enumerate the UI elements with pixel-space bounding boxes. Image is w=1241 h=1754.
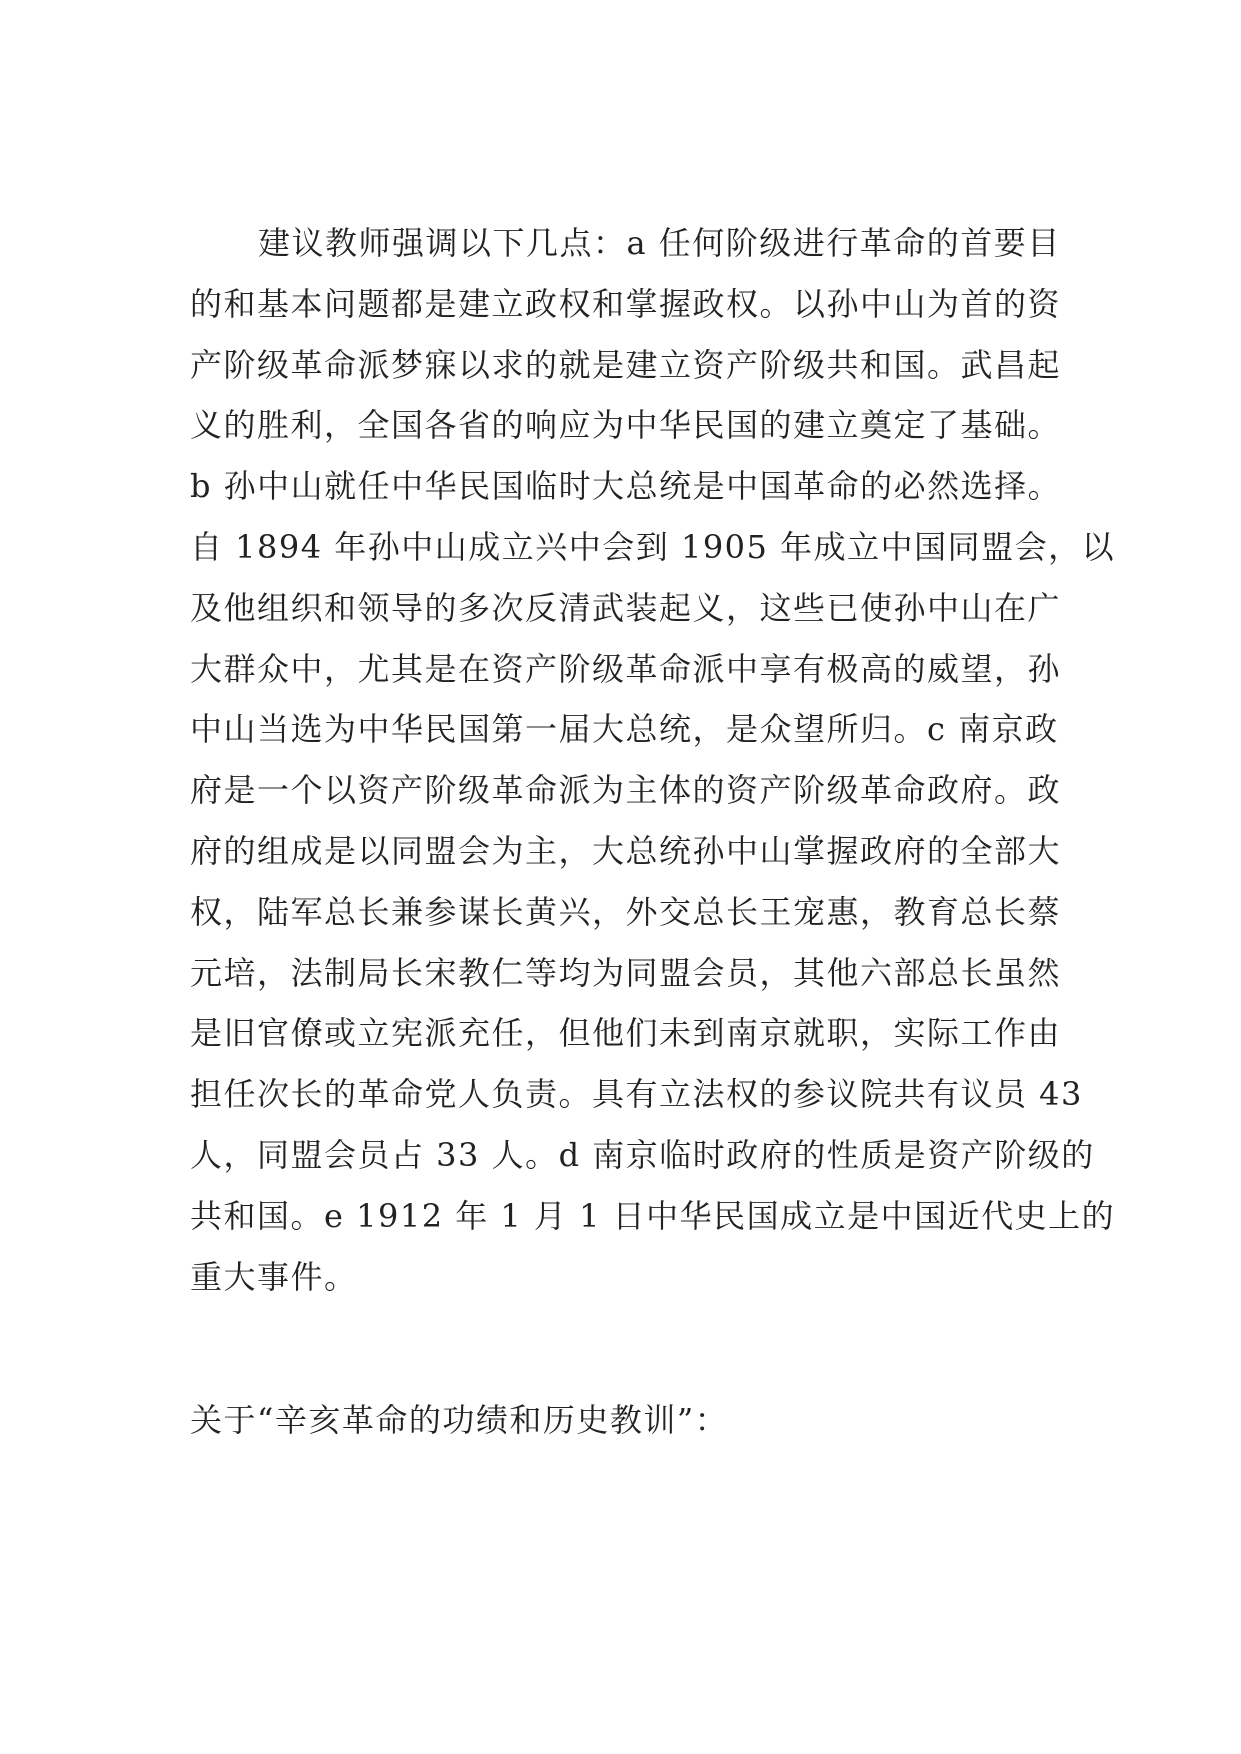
paragraph-line: 的和基本问题都是建立政权和掌握政权。以孙中山为首的资 — [190, 284, 1062, 323]
section-heading: 关于“辛亥革命的功绩和历史教训”： — [190, 1401, 729, 1439]
paragraph-line: b 孙中山就任中华民国临时大总统是中国革命的必然选择。 — [190, 467, 1062, 506]
paragraph-line: 担任次长的革命党人负责。具有立法权的参议院共有议员 43 — [190, 1075, 1083, 1114]
paragraph-line: 建议教师强调以下几点：a 任何阶级进行革命的首要目 — [258, 224, 1061, 262]
paragraph-line: 中山当选为中华民国第一届大总统，是众望所归。c 南京政 — [190, 710, 1059, 749]
paragraph-line: 共和国。e 1912 年 1 月 1 日中华民国成立是中国近代史上的 — [190, 1196, 1116, 1235]
paragraph-line: 府是一个以资产阶级革命派为主体的资产阶级革命政府。政 — [190, 771, 1062, 810]
paragraph-line: 重大事件。 — [190, 1257, 358, 1296]
paragraph-line: 义的胜利，全国各省的响应为中华民国的建立奠定了基础。 — [190, 406, 1062, 445]
paragraph-line: 权，陆军总长兼参谋长黄兴，外交总长王宠惠，教育总长蔡 — [190, 892, 1062, 931]
paragraph-line: 自 1894 年孙中山成立兴中会到 1905 年成立中国同盟会，以 — [190, 527, 1116, 566]
paragraph-line: 人，同盟会员占 33 人。d 南京临时政府的性质是资产阶级的 — [190, 1135, 1095, 1174]
paragraph-line: 是旧官僚或立宪派充任，但他们未到南京就职，实际工作由 — [190, 1014, 1062, 1053]
paragraph-line: 及他组织和领导的多次反清武装起义，这些已使孙中山在广 — [190, 588, 1062, 627]
paragraph-line: 产阶级革命派梦寐以求的就是建立资产阶级共和国。武昌起 — [190, 345, 1062, 384]
paragraph-line: 元培，法制局长宋教仁等均为同盟会员，其他六部总长虽然 — [190, 953, 1062, 992]
paragraph-line: 大群众中，尤其是在资产阶级革命派中享有极高的威望，孙 — [190, 649, 1062, 688]
body-paragraph — [190, 213, 1116, 1307]
paragraph-line: 府的组成是以同盟会为主，大总统孙中山掌握政府的全部大 — [190, 831, 1062, 870]
